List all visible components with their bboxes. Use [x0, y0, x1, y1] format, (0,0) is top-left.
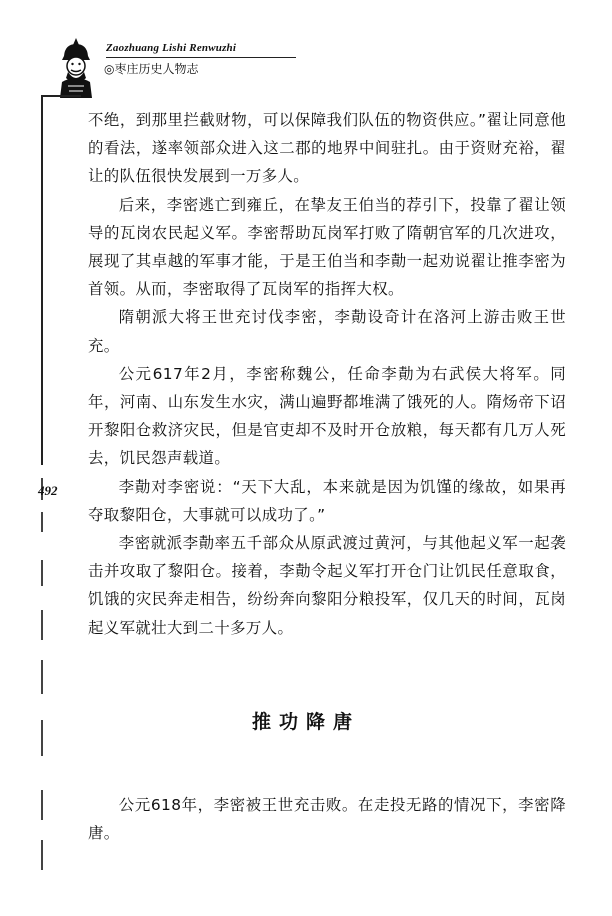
paragraph: 不绝，到那里拦截财物，可以保障我们队伍的物资供应。”翟让同意他的看法，遂率领部众进入这二郡的地界中间驻扎。由于资财充裕，翟让的队伍很快发展到一万多人。	[88, 111, 566, 186]
margin-rule-vertical	[41, 95, 43, 465]
section-body	[88, 791, 566, 847]
section-heading: 推功降唐	[251, 711, 360, 733]
paragraph: 李密就派李勣率五千部众从原武渡过黄河，与其他起义军一起袭击并攻取了黎阳仓。接着，李勣令起义军打开仓门让饥民任意取食，饥饿的灾民奔走相告，纷纷奔向黎阳分粮投军，仅几天的时间，瓦岗起义军就壮大到二十多万人。	[88, 534, 566, 637]
running-header	[56, 36, 356, 106]
paragraph: 后来，李密逃亡到雍丘，在挚友王伯当的荐引下，投靠了翟让领导的瓦岗农民起义军。李密帮助瓦岗军打败了隋朝官军的几次进攻，展现了其卓越的军事才能，于是王伯当和李勣一起劝说翟让推李密为首领。从而，李密取得了瓦岗军的指挥大权。	[88, 195, 566, 299]
margin-rule-segment	[41, 610, 43, 640]
page-number: 492	[38, 483, 58, 498]
margin-rule-segment	[41, 840, 43, 870]
paragraph: 公元617年2月，李密称魏公，任命李勣为右武侯大将军。同年，河南、山东发生水灾，满山遍野都堆满了饿死的人。隋炀帝下诏开黎阳仓救济灾民，但是官吏却不及时开仓放粮，每天都有几万人死去，饥民怨声载道。	[88, 364, 566, 468]
margin-rule-segment	[41, 790, 43, 820]
margin-rule-horizontal	[41, 95, 81, 97]
margin-rule-segment	[41, 660, 43, 694]
paragraph: 李勣对李密说：“天下大乱，本来就是因为饥馑的缘故，如果再夺取黎阳仓，大事就可以成功了。”	[88, 477, 566, 524]
paragraph: 公元618年，李密被王世充击败。在走投无路的情况下，李密降唐。	[88, 796, 566, 843]
paragraph: 隋朝派大将王世充讨伐李密，李勣设奇计在洛河上游击败王世充。	[88, 308, 566, 355]
margin-rule-segment	[41, 560, 43, 586]
historical-figure-portrait-icon	[56, 36, 96, 98]
header-rule	[106, 57, 296, 58]
series-title-chinese: ◎枣庄历史人物志	[104, 62, 199, 76]
series-title-pinyin: Zaozhuang Lishi Renwuzhi	[106, 42, 237, 54]
body-text	[88, 106, 566, 642]
margin-rule-segment	[41, 512, 43, 532]
